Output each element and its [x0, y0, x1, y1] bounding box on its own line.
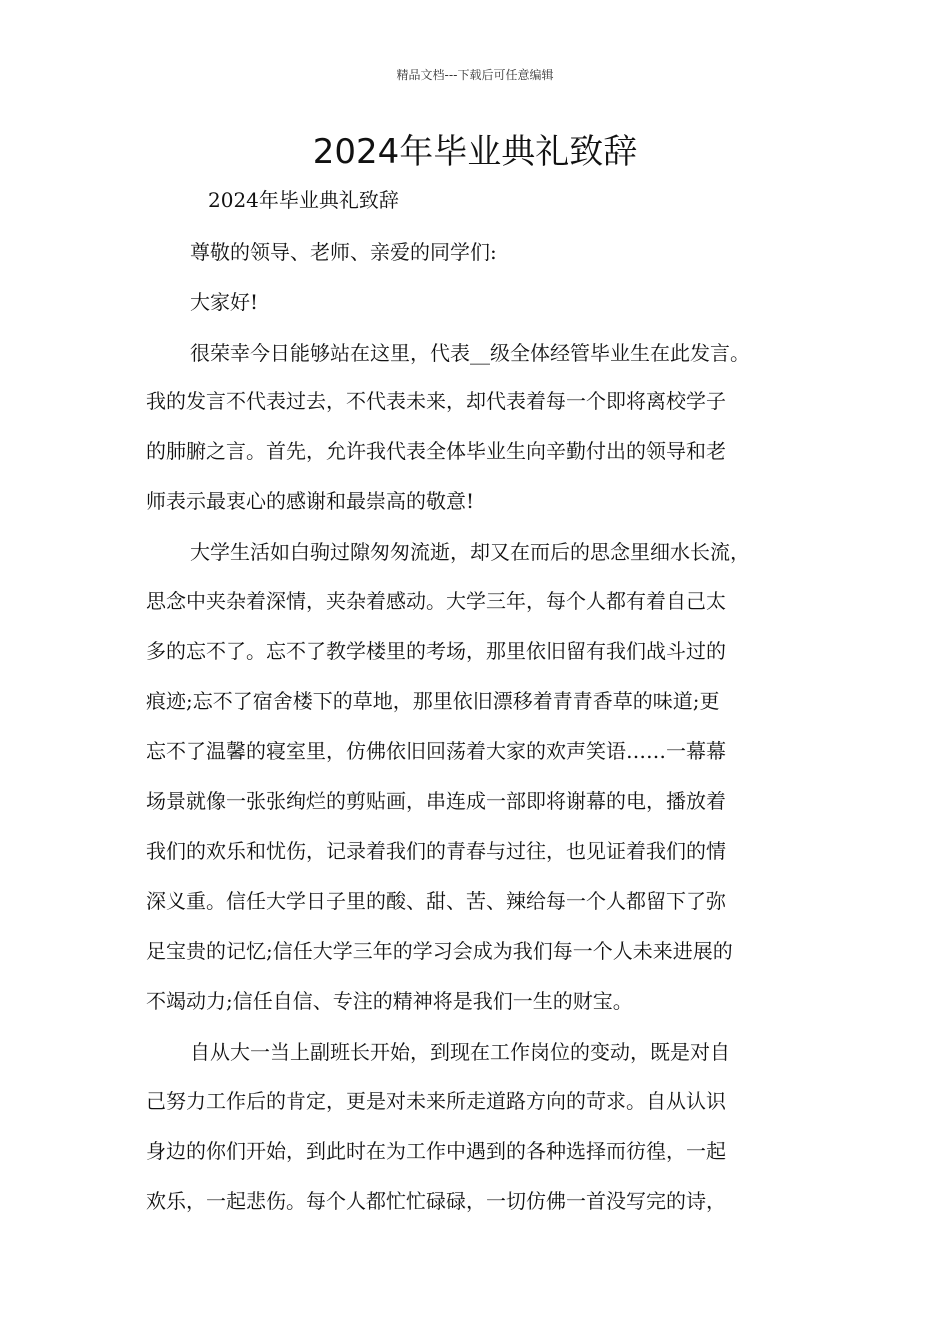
paragraph-line: 痕迹;忘不了宿舍楼下的草地，那里依旧漂移着青青香草的味道;更	[146, 689, 720, 713]
paragraph-line: 身边的你们开始，到此时在为工作中遇到的各种选择而彷徨，一起	[146, 1139, 726, 1163]
greeting-line: 大家好!	[190, 290, 259, 314]
paragraph-line: 我们的欢乐和忧伤，记录着我们的青春与过往，也见证着我们的情	[146, 839, 726, 863]
paragraph-line: 大学生活如白驹过隙匆匆流逝，却又在而后的思念里细水长流，	[190, 540, 750, 564]
paragraph-line: 多的忘不了。忘不了教学楼里的考场，那里依旧留有我们战斗过的	[146, 639, 726, 663]
document-subtitle: 2024年毕业典礼致辞	[208, 188, 399, 212]
paragraph-line: 深义重。信任大学日子里的酸、甜、苦、辣给每一个人都留下了弥	[146, 889, 726, 913]
document-title: 2024年毕业典礼致辞	[312, 132, 638, 172]
paragraph-line: 师表示最衷心的感谢和最崇高的敬意!	[146, 489, 475, 513]
paragraph-line: 很荣幸今日能够站在这里，代表__级全体经管毕业生在此发言。	[190, 341, 750, 365]
paragraph-line: 足宝贵的记忆;信任大学三年的学习会成为我们每一个人未来进展的	[146, 939, 733, 963]
paragraph-line: 思念中夹杂着深情，夹杂着感动。大学三年，每个人都有着自己太	[146, 589, 726, 613]
paragraph-line: 场景就像一张张绚烂的剪贴画，串连成一部即将谢幕的电，播放着	[146, 789, 726, 813]
page-header-note: 精品文档---下载后可任意编辑	[396, 68, 554, 82]
paragraph-line: 己努力工作后的肯定，更是对未来所走道路方向的苛求。自从认识	[146, 1089, 726, 1113]
paragraph-line: 忘不了温馨的寝室里，仿佛依旧回荡着大家的欢声笑语……一幕幕	[146, 739, 726, 763]
salutation-line: 尊敬的领导、老师、亲爱的同学们:	[190, 240, 497, 264]
paragraph-line: 欢乐，一起悲伤。每个人都忙忙碌碌，一切仿佛一首没写完的诗，	[146, 1189, 726, 1213]
paragraph-line: 自从大一当上副班长开始，到现在工作岗位的变动，既是对自	[190, 1040, 730, 1064]
paragraph-line: 我的发言不代表过去，不代表未来，却代表着每一个即将离校学子	[146, 389, 726, 413]
paragraph-line: 的肺腑之言。首先，允许我代表全体毕业生向辛勤付出的领导和老	[146, 439, 726, 463]
paragraph-line: 不竭动力;信任自信、专注的精神将是我们一生的财宝。	[146, 989, 633, 1013]
